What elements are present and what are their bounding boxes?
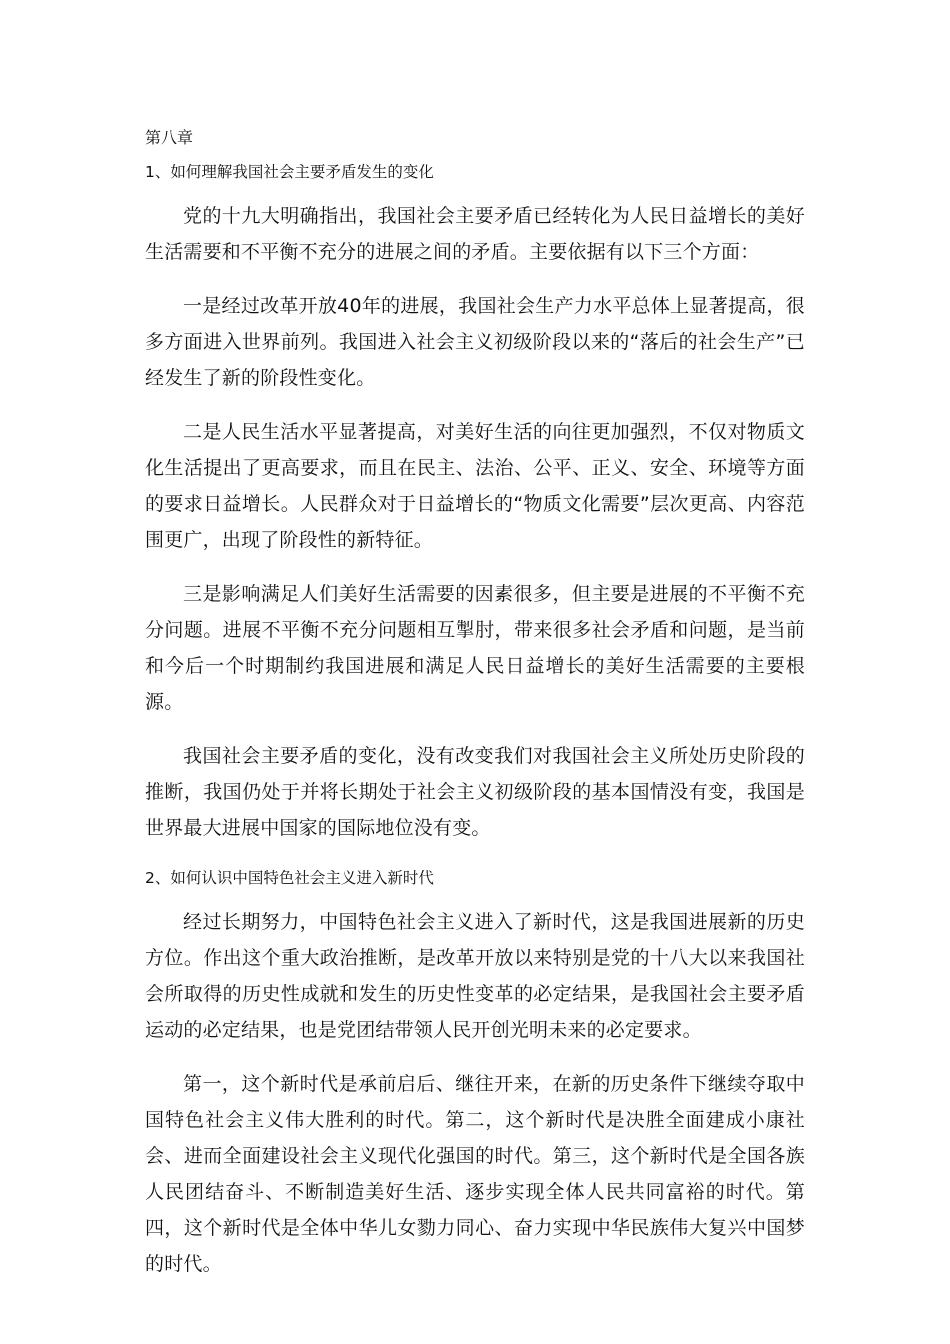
document-body	[145, 126, 805, 1300]
chapter-title: 第八章	[145, 128, 194, 147]
section-1-paragraph-4: 三是影响满足人们美好生活需要的因素很多，但主要是进展的不平衡不充分问题。进展不平衡不充分问题相互掣肘，带来很多社会矛盾和问题，是当前和今后一个时期制约我国进展和满足人民日益增长的美好生活需要的主要根源。	[145, 583, 805, 713]
section-1-paragraph-2: 一是经过改革开放40年的进展，我国社会生产力水平总体上显著提高，很多方面进入世界前列。我国进入社会主义初级阶段以来的“落后的社会生产”已经发生了新的阶段性变化。	[145, 295, 805, 389]
section-2-heading: 2、如何认识中国特色社会主义进入新时代	[145, 869, 434, 887]
section-1-paragraph-5: 我国社会主要矛盾的变化，没有改变我们对我国社会主义所处历史阶段的推断，我国仍处于并将长期处于社会主义初级阶段的基本国情没有变，我国是世界最大进展中国家的国际地位没有变。	[145, 745, 805, 839]
section-2-paragraph-1: 经过长期努力，中国特色社会主义进入了新时代，这是我国进展新的历史方位。作出这个重大政治推断，是改革开放以来特别是党的十八大以来我国社会所取得的历史性成就和发生的历史性变革的必定结果，是我国社会主要矛盾运动的必定结果，也是党团结带领人民开创光明未来的必定要求。	[145, 911, 805, 1041]
section-1-paragraph-1: 党的十九大明确指出，我国社会主要矛盾已经转化为人民日益增长的美好生活需要和不平衡不充分的进展之间的矛盾。主要依据有以下三个方面：	[145, 205, 805, 263]
section-1-paragraph-3: 二是人民生活水平显著提高，对美好生活的向往更加强烈，不仅对物质文化生活提出了更高要求，而且在民主、法治、公平、正义、安全、环境等方面的要求日益增长。人民群众对于日益增长的“物质文化需要”层次更高、内容范围更广，出现了阶段性的新特征。	[145, 421, 805, 551]
section-1-heading: 1、如何理解我国社会主要矛盾发生的变化	[145, 163, 434, 181]
section-2-paragraph-2: 第一，这个新时代是承前启后、继往开来，在新的历史条件下继续夺取中国特色社会主义伟大胜利的时代。第二，这个新时代是决胜全面建成小康社会、进而全面建设社会主义现代化强国的时代。第三，这个新时代是全国各族人民团结奋斗、不断制造美好生活、逐步实现全体人民共同富裕的时代。第四，这个新时代是全体中华儿女勠力同心、奋力实现中华民族伟大复兴中国梦的时代。	[145, 1073, 805, 1275]
